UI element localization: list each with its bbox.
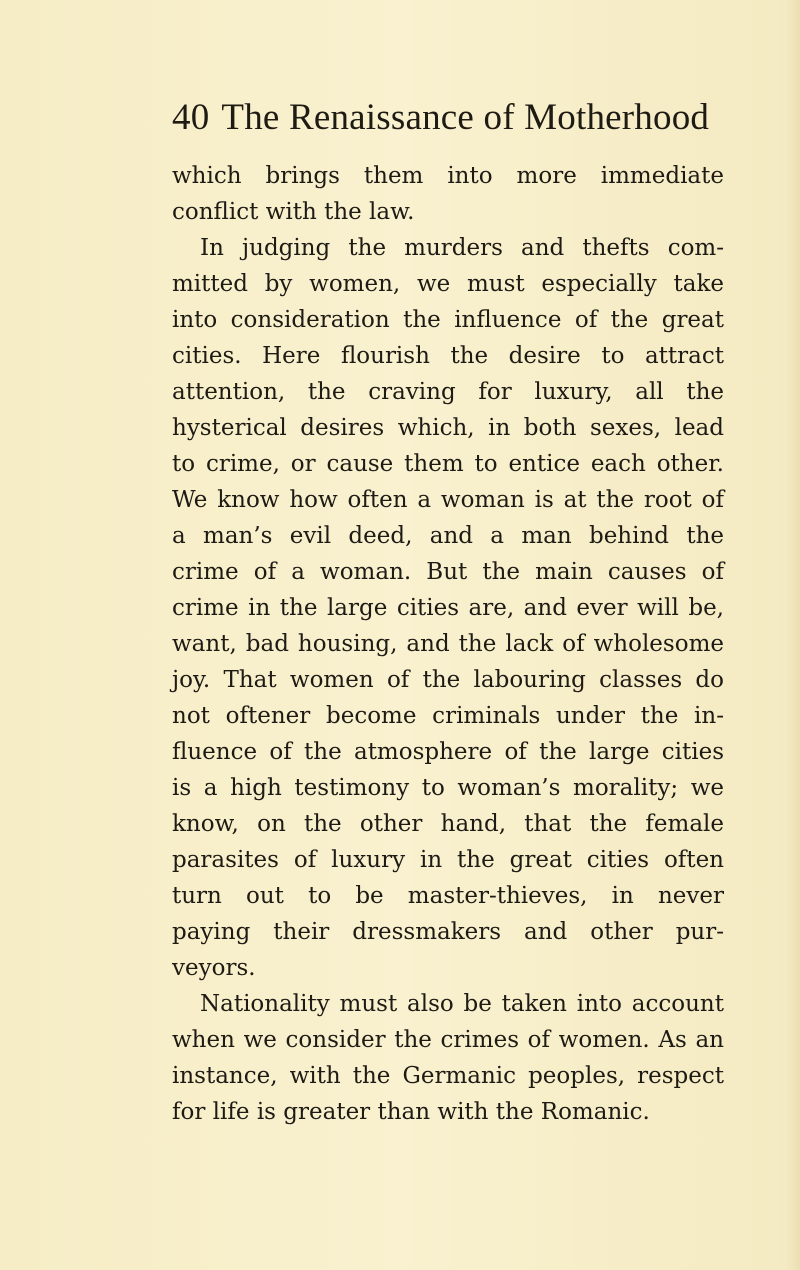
- text-line: paying their dressmakers and other pur-: [172, 919, 724, 945]
- text-line: not oftener become criminals under the in-: [172, 703, 724, 729]
- text-line: parasites of luxury in the great cities often: [172, 847, 724, 873]
- paper-edge-shadow: [786, 0, 800, 1270]
- text-line: joy. That women of the labouring classes do: [172, 667, 724, 693]
- text-line: hysterical desires which, in both sexes, lead: [172, 415, 724, 441]
- text-line: is a high testimony to woman’s morality; we: [172, 775, 724, 801]
- text-line: know, on the other hand, that the female: [172, 811, 724, 837]
- text-line: veyors.: [172, 955, 256, 981]
- text-line: crime of a woman. But the main causes of: [172, 559, 724, 585]
- text-line: into consideration the influence of the great: [172, 307, 724, 333]
- text-line: In judging the murders and thefts com-: [200, 235, 724, 261]
- text-line: turn out to be master-thieves, in never: [172, 883, 724, 909]
- text-line: conflict with the law.: [172, 199, 415, 225]
- text-line: a man’s evil deed, and a man behind the: [172, 523, 724, 549]
- running-title: The Renaissance of Motherhood: [221, 97, 710, 138]
- text-line: want, bad housing, and the lack of wholesome: [172, 631, 724, 657]
- text-line: attention, the craving for luxury, all the: [172, 379, 724, 405]
- text-line: when we consider the crimes of women. As an: [172, 1027, 724, 1053]
- text-line: crime in the large cities are, and ever will be,: [172, 595, 724, 621]
- text-line: Nationality must also be taken into account: [200, 991, 724, 1017]
- text-line: mitted by women, we must especially take: [172, 271, 724, 297]
- text-line: instance, with the Germanic peoples, respect: [172, 1063, 724, 1089]
- text-line: fluence of the atmosphere of the large cities: [172, 739, 724, 765]
- text-line: for life is greater than with the Romanic.: [172, 1099, 650, 1125]
- running-head: [172, 96, 709, 140]
- text-line: We know how often a woman is at the root of: [172, 487, 724, 513]
- page-number: 40: [172, 97, 210, 138]
- text-line: cities. Here flourish the desire to attract: [172, 343, 724, 369]
- text-line: to crime, or cause them to entice each other.: [172, 451, 724, 477]
- text-line: which brings them into more immediate: [172, 163, 724, 189]
